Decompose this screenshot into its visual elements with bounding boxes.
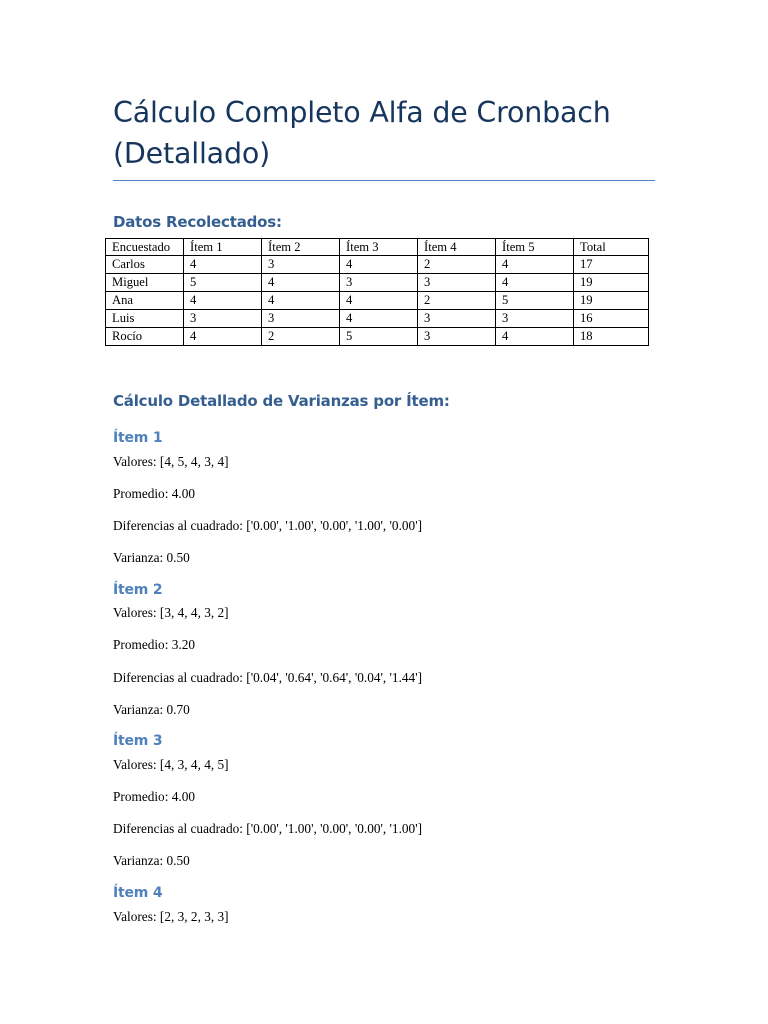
item-2-variance: Varianza: 0.70 [113, 702, 190, 717]
item-2-mean: Promedio: 3.20 [113, 637, 195, 652]
table-cell: 3 [418, 328, 496, 346]
data-table [105, 238, 649, 346]
title-divider [113, 180, 655, 181]
item-4-heading: Ítem 4 [113, 885, 163, 901]
table-cell: 19 [574, 292, 649, 310]
table-row [106, 292, 649, 310]
table-cell: 4 [496, 274, 574, 292]
table-cell: Carlos [106, 256, 184, 274]
table-cell: 4 [262, 292, 340, 310]
item-3-squared-diffs: Diferencias al cuadrado: ['0.00', '1.00', '0.00', '0.00', '1.00'] [113, 821, 423, 836]
table-cell: 2 [262, 328, 340, 346]
column-header-item-5: Ítem 5 [496, 239, 574, 256]
table-cell: 18 [574, 328, 649, 346]
table-cell: 4 [340, 310, 418, 328]
table-cell: 16 [574, 310, 649, 328]
item-3-heading: Ítem 3 [113, 733, 163, 749]
table-cell: 4 [340, 292, 418, 310]
table-cell: 4 [496, 256, 574, 274]
table-cell: 3 [340, 274, 418, 292]
table-cell: 3 [496, 310, 574, 328]
table-cell: 4 [184, 292, 262, 310]
table-cell: Miguel [106, 274, 184, 292]
table-cell: 3 [262, 310, 340, 328]
table-cell: 4 [340, 256, 418, 274]
item-2-values: Valores: [3, 4, 4, 3, 2] [113, 605, 229, 620]
item-4-values: Valores: [2, 3, 2, 3, 3] [113, 909, 229, 924]
table-cell: 19 [574, 274, 649, 292]
table-cell: Ana [106, 292, 184, 310]
item-3-values: Valores: [4, 3, 4, 4, 5] [113, 757, 229, 772]
column-header-item-4: Ítem 4 [418, 239, 496, 256]
item-3-mean: Promedio: 4.00 [113, 789, 195, 804]
column-header-item-2: Ítem 2 [262, 239, 340, 256]
item-2-squared-diffs: Diferencias al cuadrado: ['0.04', '0.64', '0.64', '0.04', '1.44'] [113, 670, 423, 685]
table-cell: 2 [418, 292, 496, 310]
table-cell: 4 [184, 328, 262, 346]
table-row [106, 256, 649, 274]
table-header-row [106, 239, 649, 256]
column-header-item-1: Ítem 1 [184, 239, 262, 256]
table-cell: 4 [496, 328, 574, 346]
item-1-mean: Promedio: 4.00 [113, 486, 195, 501]
table-cell: 17 [574, 256, 649, 274]
variances-section-heading: Cálculo Detallado de Varianzas por Ítem: [113, 392, 450, 410]
table-row [106, 274, 649, 292]
page-title: Cálculo Completo Alfa de Cronbach (Detallado) [113, 96, 611, 170]
item-2-heading: Ítem 2 [113, 582, 163, 598]
table-cell: 3 [262, 256, 340, 274]
table-cell: 4 [262, 274, 340, 292]
item-1-variance: Varianza: 0.50 [113, 550, 190, 565]
table-cell: 5 [184, 274, 262, 292]
item-1-values: Valores: [4, 5, 4, 3, 4] [113, 454, 229, 469]
table-cell: 3 [418, 310, 496, 328]
column-header-respondent: Encuestado [106, 239, 184, 256]
table-cell: 5 [340, 328, 418, 346]
table-cell: Rocío [106, 328, 184, 346]
item-3-variance: Varianza: 0.50 [113, 853, 190, 868]
table-cell: Luis [106, 310, 184, 328]
data-section-heading: Datos Recolectados: [113, 213, 282, 231]
item-1-heading: Ítem 1 [113, 430, 163, 446]
table-cell: 4 [184, 256, 262, 274]
table-cell: 3 [418, 274, 496, 292]
table-cell: 3 [184, 310, 262, 328]
column-header-total: Total [574, 239, 649, 256]
table-cell: 5 [496, 292, 574, 310]
item-1-squared-diffs: Diferencias al cuadrado: ['0.00', '1.00', '0.00', '1.00', '0.00'] [113, 518, 423, 533]
table-cell: 2 [418, 256, 496, 274]
table-row [106, 328, 649, 346]
column-header-item-3: Ítem 3 [340, 239, 418, 256]
table-row [106, 310, 649, 328]
